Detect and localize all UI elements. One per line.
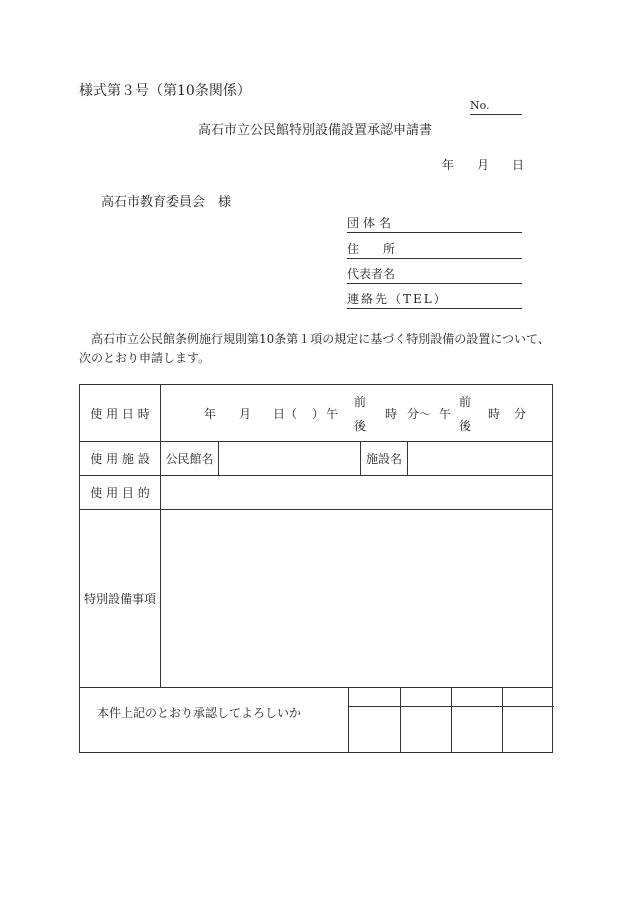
request-body-text: 高石市立公民館条例施行規則第10条第１項の規定に基づく特別設備の設置について、次のとおり申請します。 — [79, 332, 550, 365]
form-id: 様式第３号（第10条関係） — [79, 83, 251, 99]
dt-year: 年 — [204, 407, 217, 421]
approval-stamp-grid[interactable] — [348, 688, 554, 752]
label-datetime: 使 用 日 時 — [80, 385, 161, 442]
applicant-org-label: 団体名 — [347, 216, 396, 230]
number-field: No. — [470, 98, 522, 115]
dt-before2: 前 — [459, 395, 472, 409]
dt-minute2: 分 — [514, 407, 527, 421]
approval-text: 本件上記のとおり承認してよろしいか — [97, 706, 302, 720]
dt-before: 前 — [354, 395, 367, 409]
dt-day-open: 日（ — [273, 407, 298, 421]
facility-input[interactable] — [408, 442, 553, 476]
applicant-rep-field[interactable] — [347, 265, 522, 284]
approval-cell — [80, 688, 553, 753]
row-purpose — [80, 476, 553, 510]
dt-month: 月 — [239, 407, 252, 421]
applicant-address-label: 住 所 — [347, 242, 396, 256]
row-approval — [80, 688, 553, 753]
applicant-rep-label: 代表者名 — [347, 267, 396, 281]
application-table — [79, 384, 553, 753]
label-kominkan: 公民館名 — [161, 442, 219, 476]
dt-hour2: 時 — [488, 407, 501, 421]
date-month: 月 — [477, 158, 490, 172]
date-day: 日 — [512, 158, 525, 172]
label-facility: 使 用 施 設 — [80, 442, 161, 476]
label-special-equipment: 特別設備事項 — [80, 510, 161, 688]
datetime-field[interactable] — [161, 385, 553, 442]
kominkan-input[interactable] — [219, 442, 361, 476]
dt-paren-close: ） — [312, 407, 325, 421]
applicant-contact-field[interactable] — [347, 290, 522, 309]
applicant-org-field[interactable] — [347, 214, 522, 233]
row-special-equipment — [80, 510, 553, 688]
dt-minute-to: 分〜 — [407, 407, 432, 421]
applicant-address-field[interactable] — [347, 240, 522, 259]
applicant-contact-label: 連絡先（TEL） — [347, 292, 448, 306]
row-facility — [80, 442, 553, 476]
dt-after: 後 — [354, 419, 367, 433]
dt-am: 午 — [326, 407, 339, 421]
label-facility-name: 施設名 — [361, 442, 408, 476]
label-purpose: 使 用 目 的 — [80, 476, 161, 510]
document-title: 高石市立公民館特別設備設置承認申請書 — [197, 123, 432, 138]
addressee: 高石市教育委員会 様 — [101, 195, 232, 210]
dt-hour: 時 — [385, 407, 398, 421]
date-year: 年 — [442, 158, 455, 172]
row-datetime — [80, 385, 553, 442]
dt-am2: 午 — [439, 407, 452, 421]
dt-after2: 後 — [459, 419, 472, 433]
purpose-input[interactable] — [161, 476, 553, 510]
special-equipment-input[interactable] — [161, 510, 553, 688]
